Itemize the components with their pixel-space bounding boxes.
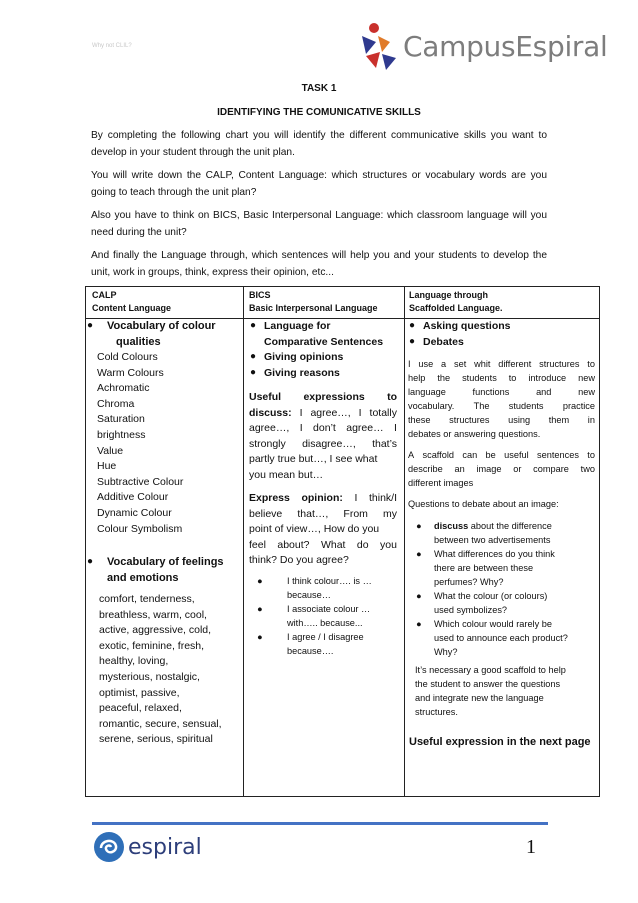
list-item: peaceful, relaxed, xyxy=(99,702,182,715)
through-heading-2: Debates xyxy=(423,336,464,348)
express-line-4: feel about? What do you xyxy=(249,538,397,551)
list-item: romantic, secure, sensual, xyxy=(99,717,222,730)
sentence-line: because… xyxy=(287,590,331,600)
calp-heading-2 xyxy=(107,555,224,586)
question-line: there are between these xyxy=(434,563,534,573)
list-item: comfort, tenderness, xyxy=(99,593,195,605)
question-line: used to announce each product? xyxy=(434,633,568,643)
intro-paragraph-1: By completing the following chart you will identify the different communicative skills you want to develop in your student through the unit plan. xyxy=(91,130,547,158)
header-calp xyxy=(92,289,171,315)
bullet-icon: ● xyxy=(257,632,263,642)
bullet-icon: ● xyxy=(416,591,422,601)
sentence-line: because…. xyxy=(287,646,334,656)
list-item: Cold Colours xyxy=(97,351,158,363)
useful-line-5: partly true but…, I see what xyxy=(249,453,378,466)
list-item xyxy=(416,519,596,547)
list-item: Hue xyxy=(97,460,117,473)
bics-heading-3: Giving reasons xyxy=(264,367,340,379)
list-item: Chroma xyxy=(97,397,135,410)
p2-line: describe an image or compare two xyxy=(408,464,595,474)
header-bics xyxy=(249,289,378,315)
bics-sentence-list xyxy=(257,574,372,658)
useful-line-3: agree…, I don’t agree… I xyxy=(249,422,397,435)
list-item: active, aggressive, cold, xyxy=(99,624,212,637)
sentence-line: I think colour…. is … xyxy=(287,576,372,586)
p4-line: structures. xyxy=(415,707,458,717)
through-paragraph-1 xyxy=(408,357,595,441)
intro-paragraph-4: And finally the Language through, which sentences will help you and your students to develop the unit, work in groups, think, express their opinion, etc... xyxy=(91,250,547,278)
question-line: Why? xyxy=(434,647,458,657)
through-question-list xyxy=(416,519,596,659)
useful-line-2: discuss: I agree…, I totally xyxy=(249,406,397,419)
p1-line: these structures using them in xyxy=(408,415,595,425)
through-paragraph-4 xyxy=(415,663,566,719)
p4-line: and integrate new the language xyxy=(415,693,544,703)
bics-express-opinion xyxy=(249,491,397,569)
p1-line: debates or answering questions. xyxy=(408,429,541,439)
calp-feelings-list xyxy=(99,592,222,748)
through-final-note: Useful expression in the next page xyxy=(409,736,591,748)
communicative-skills-table xyxy=(85,286,600,797)
express-line-1: Express opinion: I think/I xyxy=(249,492,397,504)
bullet-icon: ● xyxy=(250,367,257,378)
list-item xyxy=(257,630,372,658)
useful-line-4: strongly disagree…, that’s xyxy=(249,437,397,450)
footer-divider xyxy=(92,822,548,825)
list-item: exotic, feminine, fresh, xyxy=(99,639,205,652)
header-calp-line2: Content Language xyxy=(92,303,171,313)
question-line xyxy=(434,519,596,533)
table-divider xyxy=(404,287,405,796)
p2-line: different images xyxy=(408,478,474,488)
footer-brand: espiral xyxy=(128,835,202,860)
list-item: Additive Colour xyxy=(97,491,169,504)
list-item: Achromatic xyxy=(97,382,150,395)
calp-heading-2b: and emotions xyxy=(107,571,179,584)
calp-heading-2a: Vocabulary of feelings xyxy=(107,556,224,568)
list-item: Colour Symbolism xyxy=(97,522,183,535)
bullet-icon: ● xyxy=(416,619,422,629)
question-line: between two advertisements xyxy=(434,535,551,545)
task-subtitle: IDENTIFYING THE COMUNICATIVE SKILLS xyxy=(217,107,421,118)
question-keyword: discuss xyxy=(434,521,469,531)
sentence-line: with….. because... xyxy=(287,618,363,628)
through-paragraph-2 xyxy=(408,448,595,490)
list-item: Dynamic Colour xyxy=(97,506,172,519)
calp-colour-list xyxy=(97,350,183,537)
bullet-icon: ● xyxy=(257,604,263,614)
p2-line: A scaffold can be useful sentences to xyxy=(408,450,595,460)
p4-line: the student to answer the questions xyxy=(415,679,561,689)
through-paragraph-3: Questions to debate about an image: xyxy=(408,499,559,509)
page-number: 1 xyxy=(526,836,536,858)
p1-line: vocabulary. The students practice xyxy=(408,401,595,411)
p4-line: It’s necessary a good scaffold to help xyxy=(415,665,566,675)
bics-heading-1b: Comparative Sentences xyxy=(264,335,384,348)
bullet-icon: ● xyxy=(250,351,257,362)
useful-line-6: you mean but… xyxy=(249,468,324,481)
campus-espiral-logo xyxy=(356,22,608,72)
question-line: What differences do you think xyxy=(434,549,555,559)
list-item xyxy=(416,617,596,659)
header-through-line1: Language through xyxy=(409,290,488,300)
espiral-swirl-icon xyxy=(92,830,126,864)
bics-heading-1 xyxy=(264,319,383,350)
bullet-icon: ● xyxy=(257,576,263,586)
list-item: optimist, passive, xyxy=(99,686,180,699)
table-divider xyxy=(243,287,244,796)
list-item: serene, serious, spiritual xyxy=(99,733,213,746)
list-item xyxy=(416,589,596,617)
list-item: breathless, warm, cool, xyxy=(99,608,207,621)
intro-paragraph-3: Also you have to think on BICS, Basic Interpersonal Language: which classroom language will you need during the unit? xyxy=(91,210,547,238)
express-line-3: point of view…, How do you xyxy=(249,523,380,536)
bullet-icon: ● xyxy=(416,549,422,559)
express-line-5: think? Do you agree? xyxy=(249,554,349,567)
list-item xyxy=(257,574,372,602)
spiral-logo-icon xyxy=(356,22,402,72)
list-item: mysterious, nostalgic, xyxy=(99,670,200,683)
bullet-icon: ● xyxy=(87,556,94,567)
question-line: What the colour (or colours) xyxy=(434,591,548,601)
header-through-line2: Scaffolded Language. xyxy=(409,303,503,313)
list-item xyxy=(257,602,372,630)
header-bics-line2: Basic Interpersonal Language xyxy=(249,303,378,313)
header-bics-line1: BICS xyxy=(249,290,271,300)
through-heading-1: Asking questions xyxy=(423,320,511,332)
question-line: used symbolizes? xyxy=(434,605,508,615)
sentence-line: I associate colour … xyxy=(287,604,371,614)
list-item: healthy, loving, xyxy=(99,655,169,668)
calp-heading-1b: qualities xyxy=(116,335,161,348)
bullet-icon: ● xyxy=(250,320,257,331)
calp-heading-1a: Vocabulary of colour xyxy=(107,320,216,332)
question-text: about the difference xyxy=(468,521,552,531)
list-item: brightness xyxy=(97,428,146,441)
p1-line: help the students to introduce new xyxy=(408,373,595,383)
calp-heading-1 xyxy=(107,319,216,350)
question-line: Which colour would rarely be xyxy=(434,619,552,629)
question-line: perfumes? Why? xyxy=(434,577,504,587)
list-item: Saturation xyxy=(97,413,145,426)
list-item: Warm Colours xyxy=(97,366,164,379)
list-item: Value xyxy=(97,444,124,457)
list-item: Subtractive Colour xyxy=(97,475,184,488)
intro-paragraph-2: You will write down the CALP, Content Language: which structures or vocabulary words are you going to teach through the unit plan? xyxy=(91,170,547,198)
espiral-logo xyxy=(92,828,212,868)
header-small-text: Why not CLIL? xyxy=(92,43,132,49)
header-through xyxy=(409,289,503,315)
bullet-icon: ● xyxy=(409,336,416,347)
header-calp-line1: CALP xyxy=(92,290,117,300)
useful-line-1: Useful expressions to xyxy=(249,391,397,403)
brand-name: CampusEspiral xyxy=(403,30,608,63)
task-title: TASK 1 xyxy=(301,83,337,94)
bics-useful-expressions xyxy=(249,390,397,484)
list-item xyxy=(416,547,596,589)
bullet-icon: ● xyxy=(409,320,416,331)
bullet-icon: ● xyxy=(87,320,94,331)
bullet-icon: ● xyxy=(416,521,422,531)
p1-line: I use a set whit different structures to xyxy=(408,359,595,369)
express-line-2: believe that…, From my xyxy=(249,507,397,520)
sentence-line: I agree / I disagree xyxy=(287,632,364,642)
p1-line: language functions and new xyxy=(408,387,595,397)
bics-heading-1a: Language for xyxy=(264,320,331,332)
bics-heading-2: Giving opinions xyxy=(264,351,344,363)
